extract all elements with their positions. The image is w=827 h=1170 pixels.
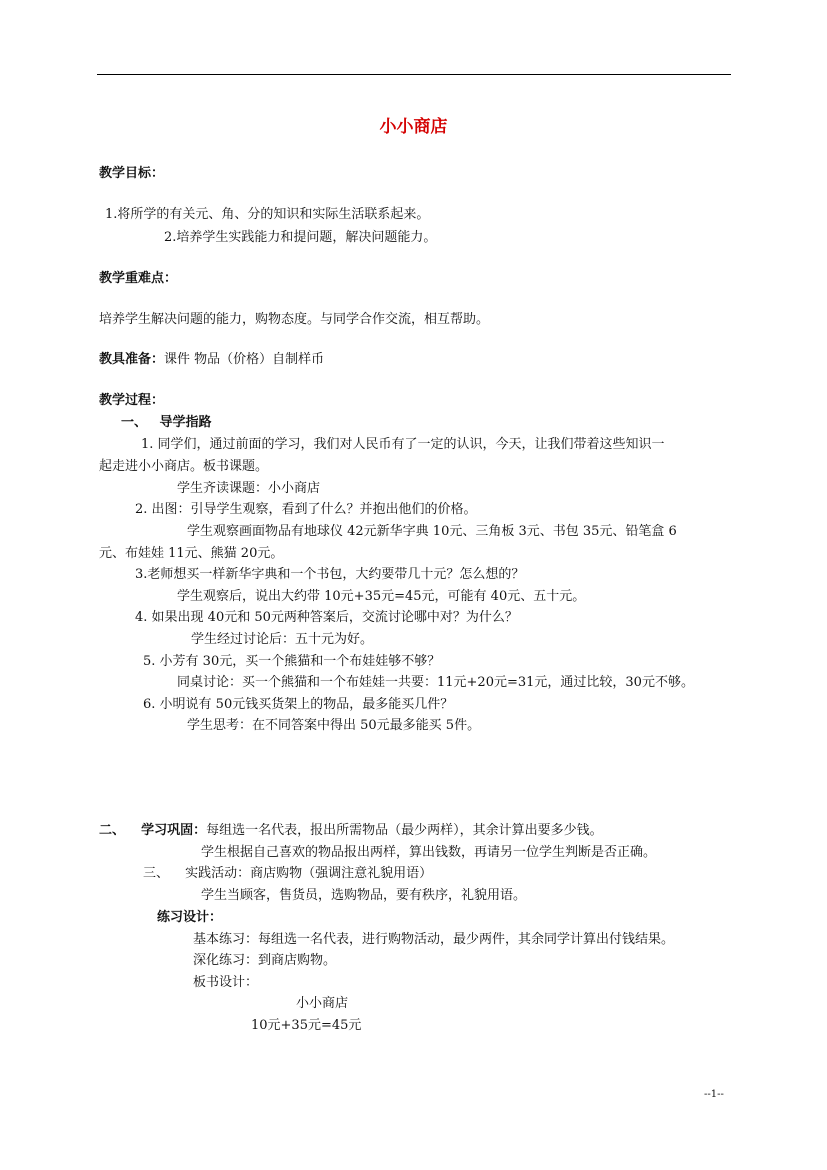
process-line-2: 起走进小小商店。板书课题。 <box>99 459 269 474</box>
section2-line-2: 学生根据自己喜欢的物品报出两样，算出钱数，再请另一位学生判断是否正确。 <box>201 845 657 860</box>
process-line-8: 学生观察后，说出大约带 10元+35元=45元，可能有 40元、五十元。 <box>177 589 586 604</box>
header-rule <box>97 74 731 75</box>
process-line-1: 1. 同学们，通过前面的学习，我们对人民币有了一定的认识，今天，让我们带着这些知识一 <box>141 437 665 452</box>
exercise-line-3: 板书设计： <box>193 975 259 990</box>
objectives-heading: 教学目标： <box>99 166 165 181</box>
process-line-11: 5. 小芳有 30元，买一个熊猫和一个布娃娃够不够？ <box>143 654 441 669</box>
exercise-line-1: 基本练习：每组选一名代表，进行购物活动，最少两件，其余同学计算出付钱结果。 <box>193 932 675 947</box>
section3-number: 三、 <box>143 866 170 881</box>
materials-line <box>99 351 324 369</box>
section2-line <box>99 822 603 840</box>
process-heading: 教学过程： <box>99 393 165 408</box>
process-line-9: 4. 如果出现 40元和 50元两种答案后，交流讨论哪中对？为什么？ <box>135 610 518 625</box>
section1-number: 一、 <box>121 415 148 430</box>
process-line-4: 2. 出图：引导学生观察，看到了什么？并抱出他们的价格。 <box>135 502 477 517</box>
section3-line-2: 学生当顾客，售货员，选购物品，要有秩序，礼貌用语。 <box>201 888 527 903</box>
exercise-line-2: 深化练习：到商店购物。 <box>193 953 337 968</box>
materials-text: 课件 物品（价格）自制样币 <box>164 352 325 367</box>
process-line-14: 学生思考：在不同答案中得出 50元最多能买 5件。 <box>187 718 481 733</box>
section2-number: 二、 <box>99 823 126 838</box>
board-equation: 10元+35元=45元 <box>251 1018 362 1033</box>
process-line-6: 元、布娃娃 11元、熊猫 20元。 <box>99 546 284 561</box>
key-points-text: 培养学生解决问题的能力，购物态度。与同学合作交流，相互帮助。 <box>99 312 490 327</box>
exercise-heading: 练习设计： <box>157 910 223 925</box>
process-line-13: 6. 小明说有 50元钱买货架上的物品，最多能买几件？ <box>143 697 454 712</box>
section2-label: 学习巩固： <box>141 823 207 838</box>
process-line-3: 学生齐读课题：小小商店 <box>177 481 321 496</box>
section3-line <box>143 865 432 883</box>
page-number: --1-- <box>704 1089 724 1100</box>
process-line-5: 学生观察画面物品有地球仪 42元新华字典 10元、三角板 3元、书包 35元、铅笔盒 6 <box>187 524 677 539</box>
process-line-10: 学生经过讨论后：五十元为好。 <box>191 632 374 647</box>
section2-text: 每组选一名代表，报出所需物品（最少两样），其余计算出要多少钱。 <box>206 823 603 838</box>
page-title: 小小商店 <box>379 117 448 137</box>
board-title: 小小商店 <box>296 996 349 1011</box>
section1-heading <box>121 414 212 432</box>
section1-title: 导学指路 <box>159 415 212 430</box>
objective-item-2: 2.培养学生实践能力和提问题，解决问题能力。 <box>164 230 437 245</box>
objective-item-1: 1.将所学的有关元、角、分的知识和实际生活联系起来。 <box>105 207 430 222</box>
process-line-7: 3.老师想买一样新华字典和一个书包，大约要带几十元？怎么想的？ <box>135 567 525 582</box>
key-points-heading: 教学重难点： <box>99 271 178 286</box>
section3-text: 实践活动：商店购物（强调注意礼貌用语） <box>185 866 433 881</box>
process-line-12: 同桌讨论：买一个熊猫和一个布娃娃一共要：11元+20元=31元，通过比较，30元不够。 <box>177 675 694 690</box>
materials-label: 教具准备： <box>99 352 165 367</box>
